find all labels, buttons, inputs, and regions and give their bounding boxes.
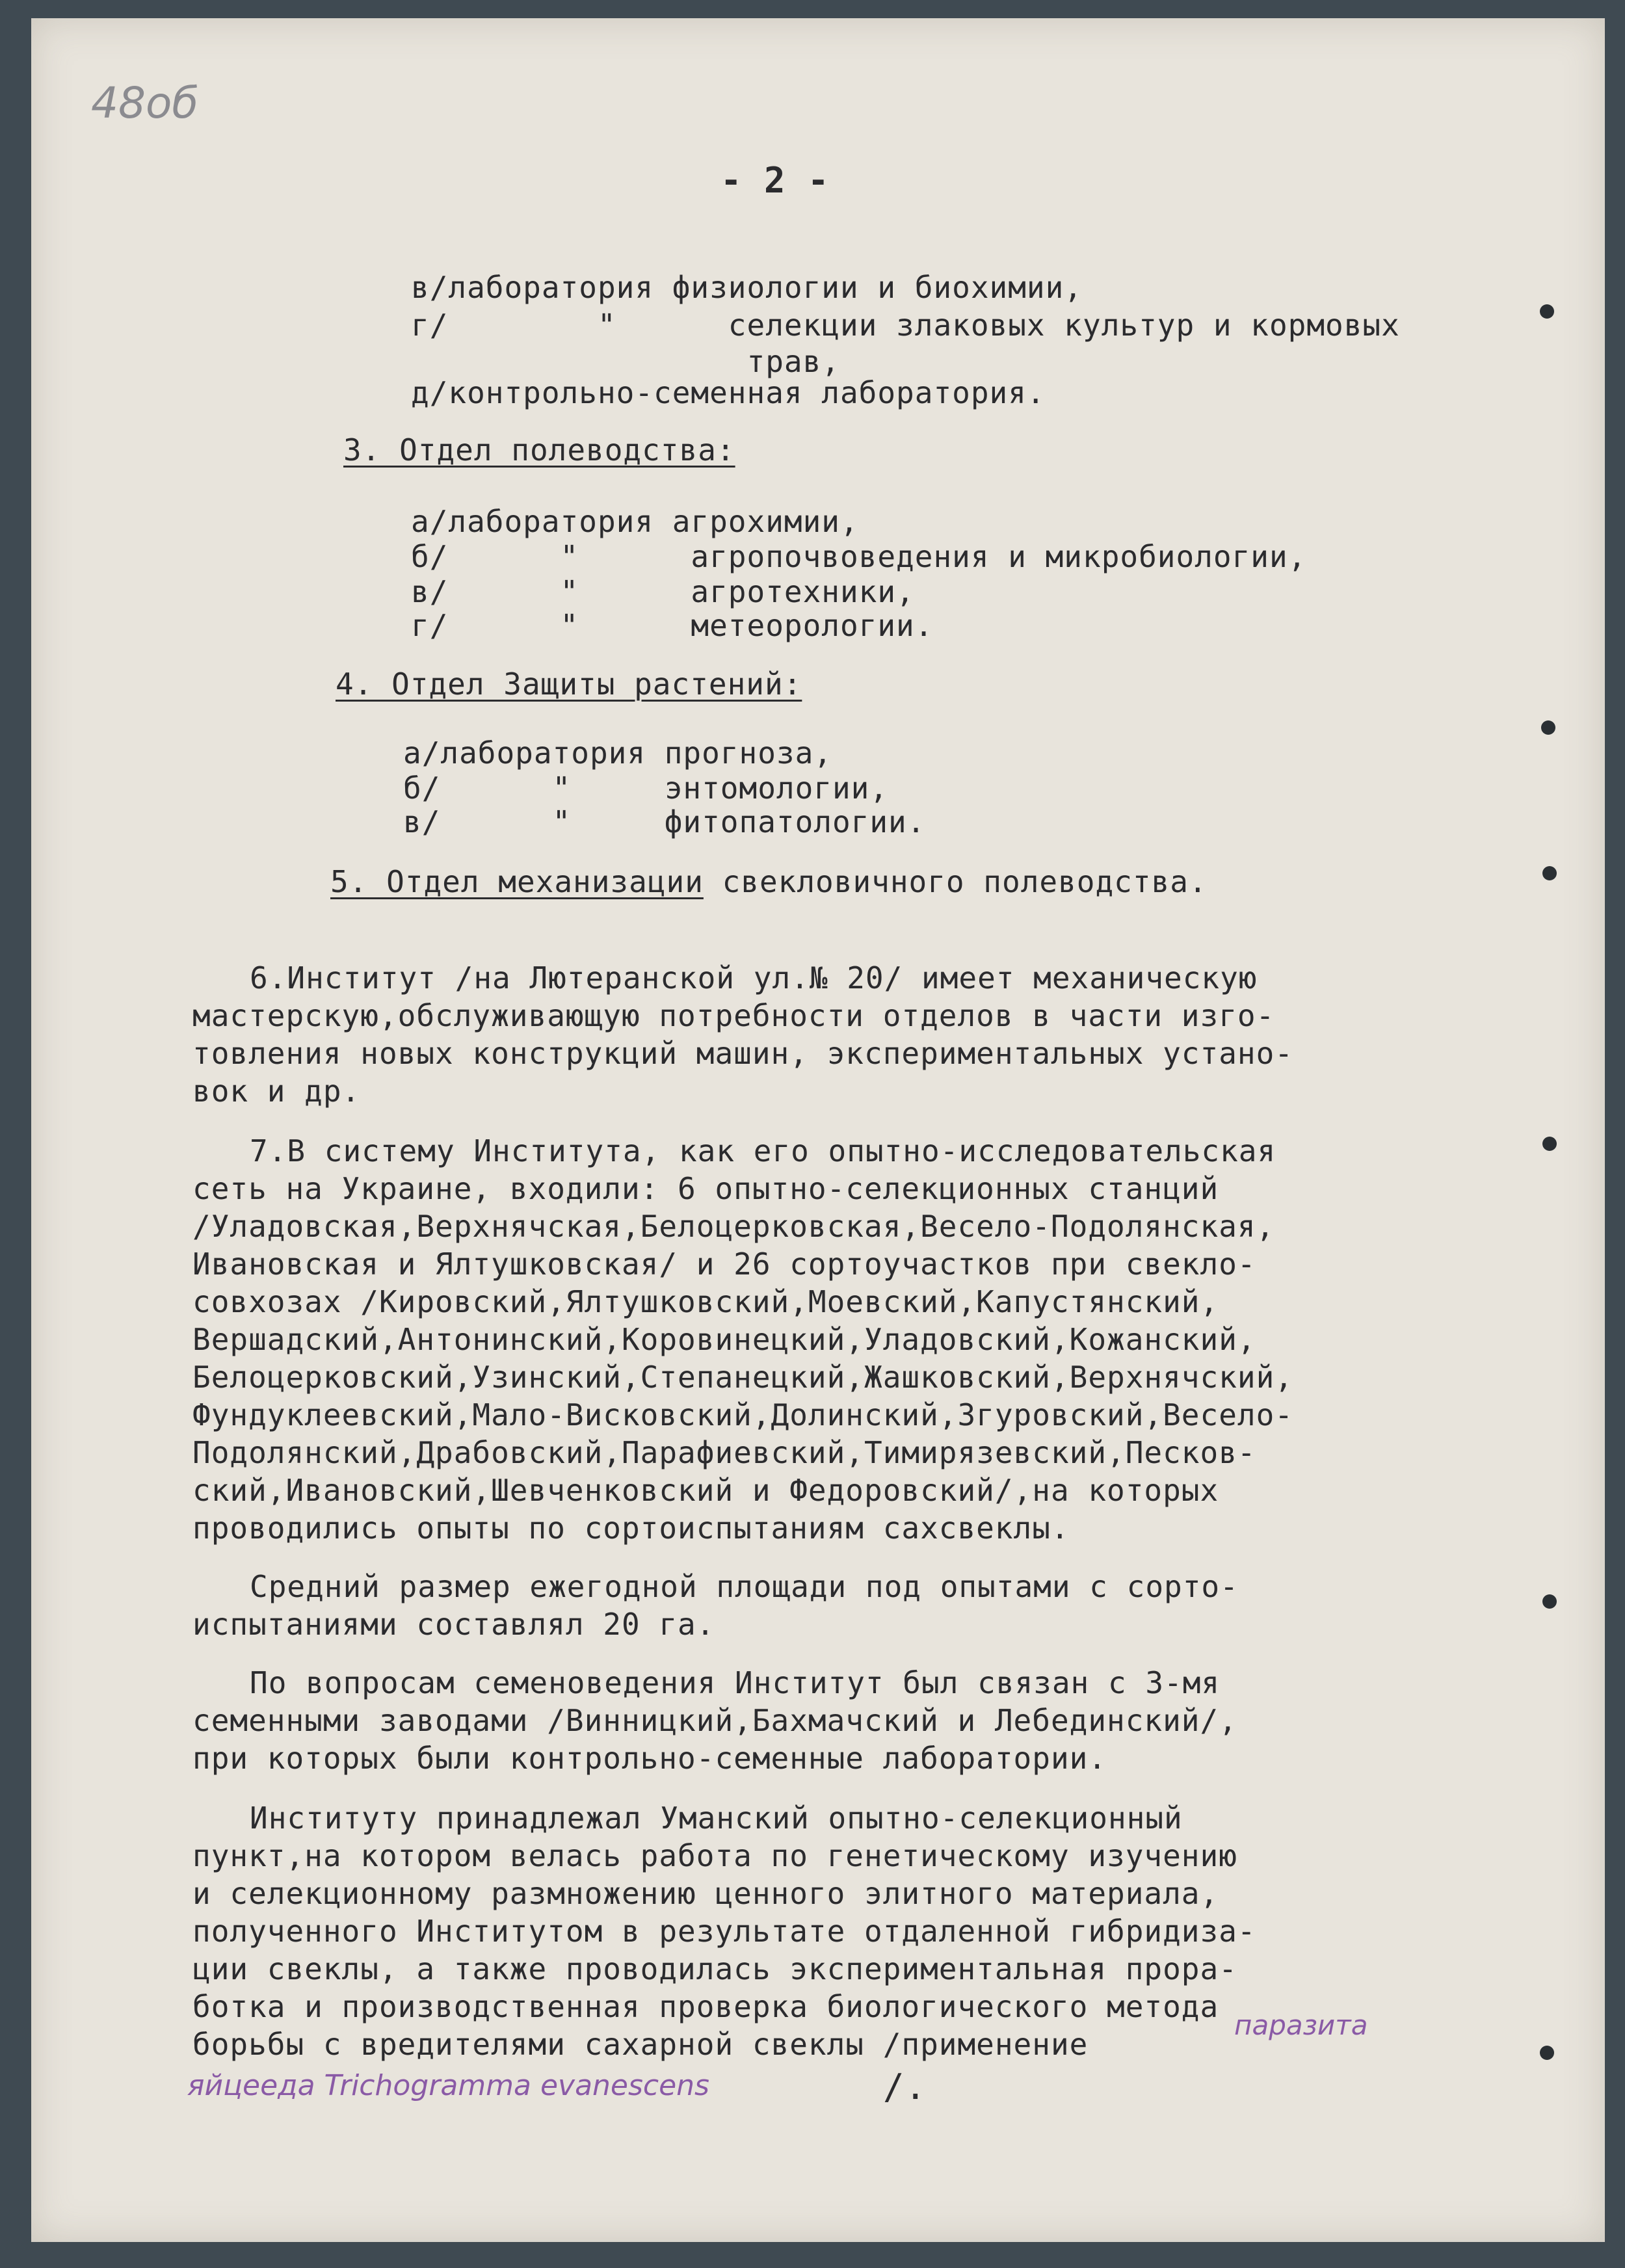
para7-line: 7.В систему Института, как его опытно-исследовательская [250, 1133, 1276, 1168]
para-seed-line: По вопросам семеноведения Институт был связан с 3-мя [250, 1665, 1221, 1700]
binding-hole [1541, 720, 1555, 735]
para7-line: Ивановская и Ялтушковская/ и 26 сортоучастков при свекло- [192, 1246, 1256, 1282]
handwritten-insert: паразита [1234, 2009, 1368, 2041]
section-item: в/ " агротехники, [411, 574, 915, 609]
para6-line: мастерскую,обслуживающую потребности отделов в части изго- [192, 998, 1275, 1033]
para7-line: проводились опыты по сортоиспытаниям сахсвеклы. [192, 1510, 1070, 1546]
para-seed-line: семенными заводами /Винницкий,Бахмачский и Лебединский/, [192, 1703, 1237, 1738]
lab-line: в/лаборатория физиологии и биохимии, [411, 270, 1083, 305]
para7-line: Подолянский,Драбовский,Парафиевский,Тимирязевский,Песков- [192, 1435, 1256, 1470]
para-uman-line: борьбы с вредителями сахарной свеклы /применение [192, 2027, 1089, 2062]
para-uman-line: Институту принадлежал Уманский опытно-селекционный [250, 1800, 1183, 1836]
para-uman-line: ботка и производственная проверка биологического метода [192, 1989, 1219, 2024]
para6-line: товления новых конструкций машин, экспериментальных устано- [192, 1036, 1293, 1071]
para7-line: ский,Ивановский,Шевченковский и Федоровский/,на которых [192, 1473, 1219, 1508]
lab-line: г/ " селекции злаковых культур и кормовых [411, 308, 1400, 343]
lab-line: д/контрольно-семенная лаборатория. [411, 375, 1046, 410]
para7-line: Вершадский,Антонинский,Коровинецкий,Уладовский,Кожанский, [192, 1322, 1256, 1357]
para7-line: совхозах /Кировский,Ялтушковский,Моевский,Капустянский, [192, 1284, 1219, 1319]
para6-line: 6.Институт /на Лютеранской ул.№ 20/ имеет механическую [250, 960, 1258, 996]
para-uman-line: ции свеклы, а также проводилась экспериментальная прора- [192, 1951, 1237, 1986]
section-5-title [330, 864, 1208, 900]
section-5-rest: свекловичного полеводства. [703, 864, 1208, 899]
section-title: 3. Отдел полеводства: [343, 432, 735, 468]
para-uman-line: полученного Институтом в результате отдаленной гибридиза- [192, 1914, 1256, 1949]
closing-mark: /. [883, 2066, 927, 2107]
para6-line: вок и др. [192, 1074, 361, 1109]
binding-hole [1540, 304, 1554, 319]
document-sheet [31, 18, 1605, 2242]
section-title: 4. Отдел Защиты растений: [336, 666, 802, 702]
para-area-line: Средний размер ежегодной площади под опытами с сорто- [250, 1569, 1239, 1604]
binding-hole [1540, 2046, 1554, 2060]
binding-hole [1542, 1137, 1557, 1151]
page-number: - 2 - [720, 160, 830, 201]
section-item: б/ " агропочвоведения и микробиологии, [411, 539, 1307, 574]
section-item: в/ " фитопатологии. [403, 804, 926, 839]
para-uman-line: пункт,на котором велась работа по генетическому изучению [192, 1838, 1237, 1873]
para7-line: Белоцерковский,Узинский,Степанецкий,Жашковский,Верхнячский, [192, 1360, 1293, 1395]
para-seed-line: при которых были контрольно-семенные лаборатории. [192, 1741, 1107, 1776]
section-item: г/ " метеорологии. [411, 608, 934, 643]
section-item: а/лаборатория агрохимии, [411, 504, 859, 539]
section-item: б/ " энтомологии, [403, 771, 889, 806]
section-item: а/лаборатория прогноза, [403, 735, 832, 771]
para7-line: /Уладовская,Верхнячская,Белоцерковская,Весело-Подолянская, [192, 1209, 1275, 1244]
binding-hole [1542, 866, 1557, 880]
margin-note: 48об [91, 78, 199, 128]
para7-line: сеть на Украине, входили: 6 опытно-селекционных станций [192, 1171, 1219, 1206]
handwritten-insert: яйцееда Trichogramma evanescens [187, 2069, 709, 2102]
para-area-line: испытаниями составлял 20 га. [192, 1607, 715, 1642]
para-uman-line: и селекционному размножению ценного элитного материала, [192, 1876, 1219, 1911]
lab-line: трав, [411, 344, 840, 379]
section-5-underlined: 5. Отдел механизации [330, 864, 704, 899]
binding-hole [1542, 1594, 1557, 1609]
para7-line: Фундуклеевский,Мало-Висковский,Долинский,Згуровский,Весело- [192, 1397, 1293, 1432]
